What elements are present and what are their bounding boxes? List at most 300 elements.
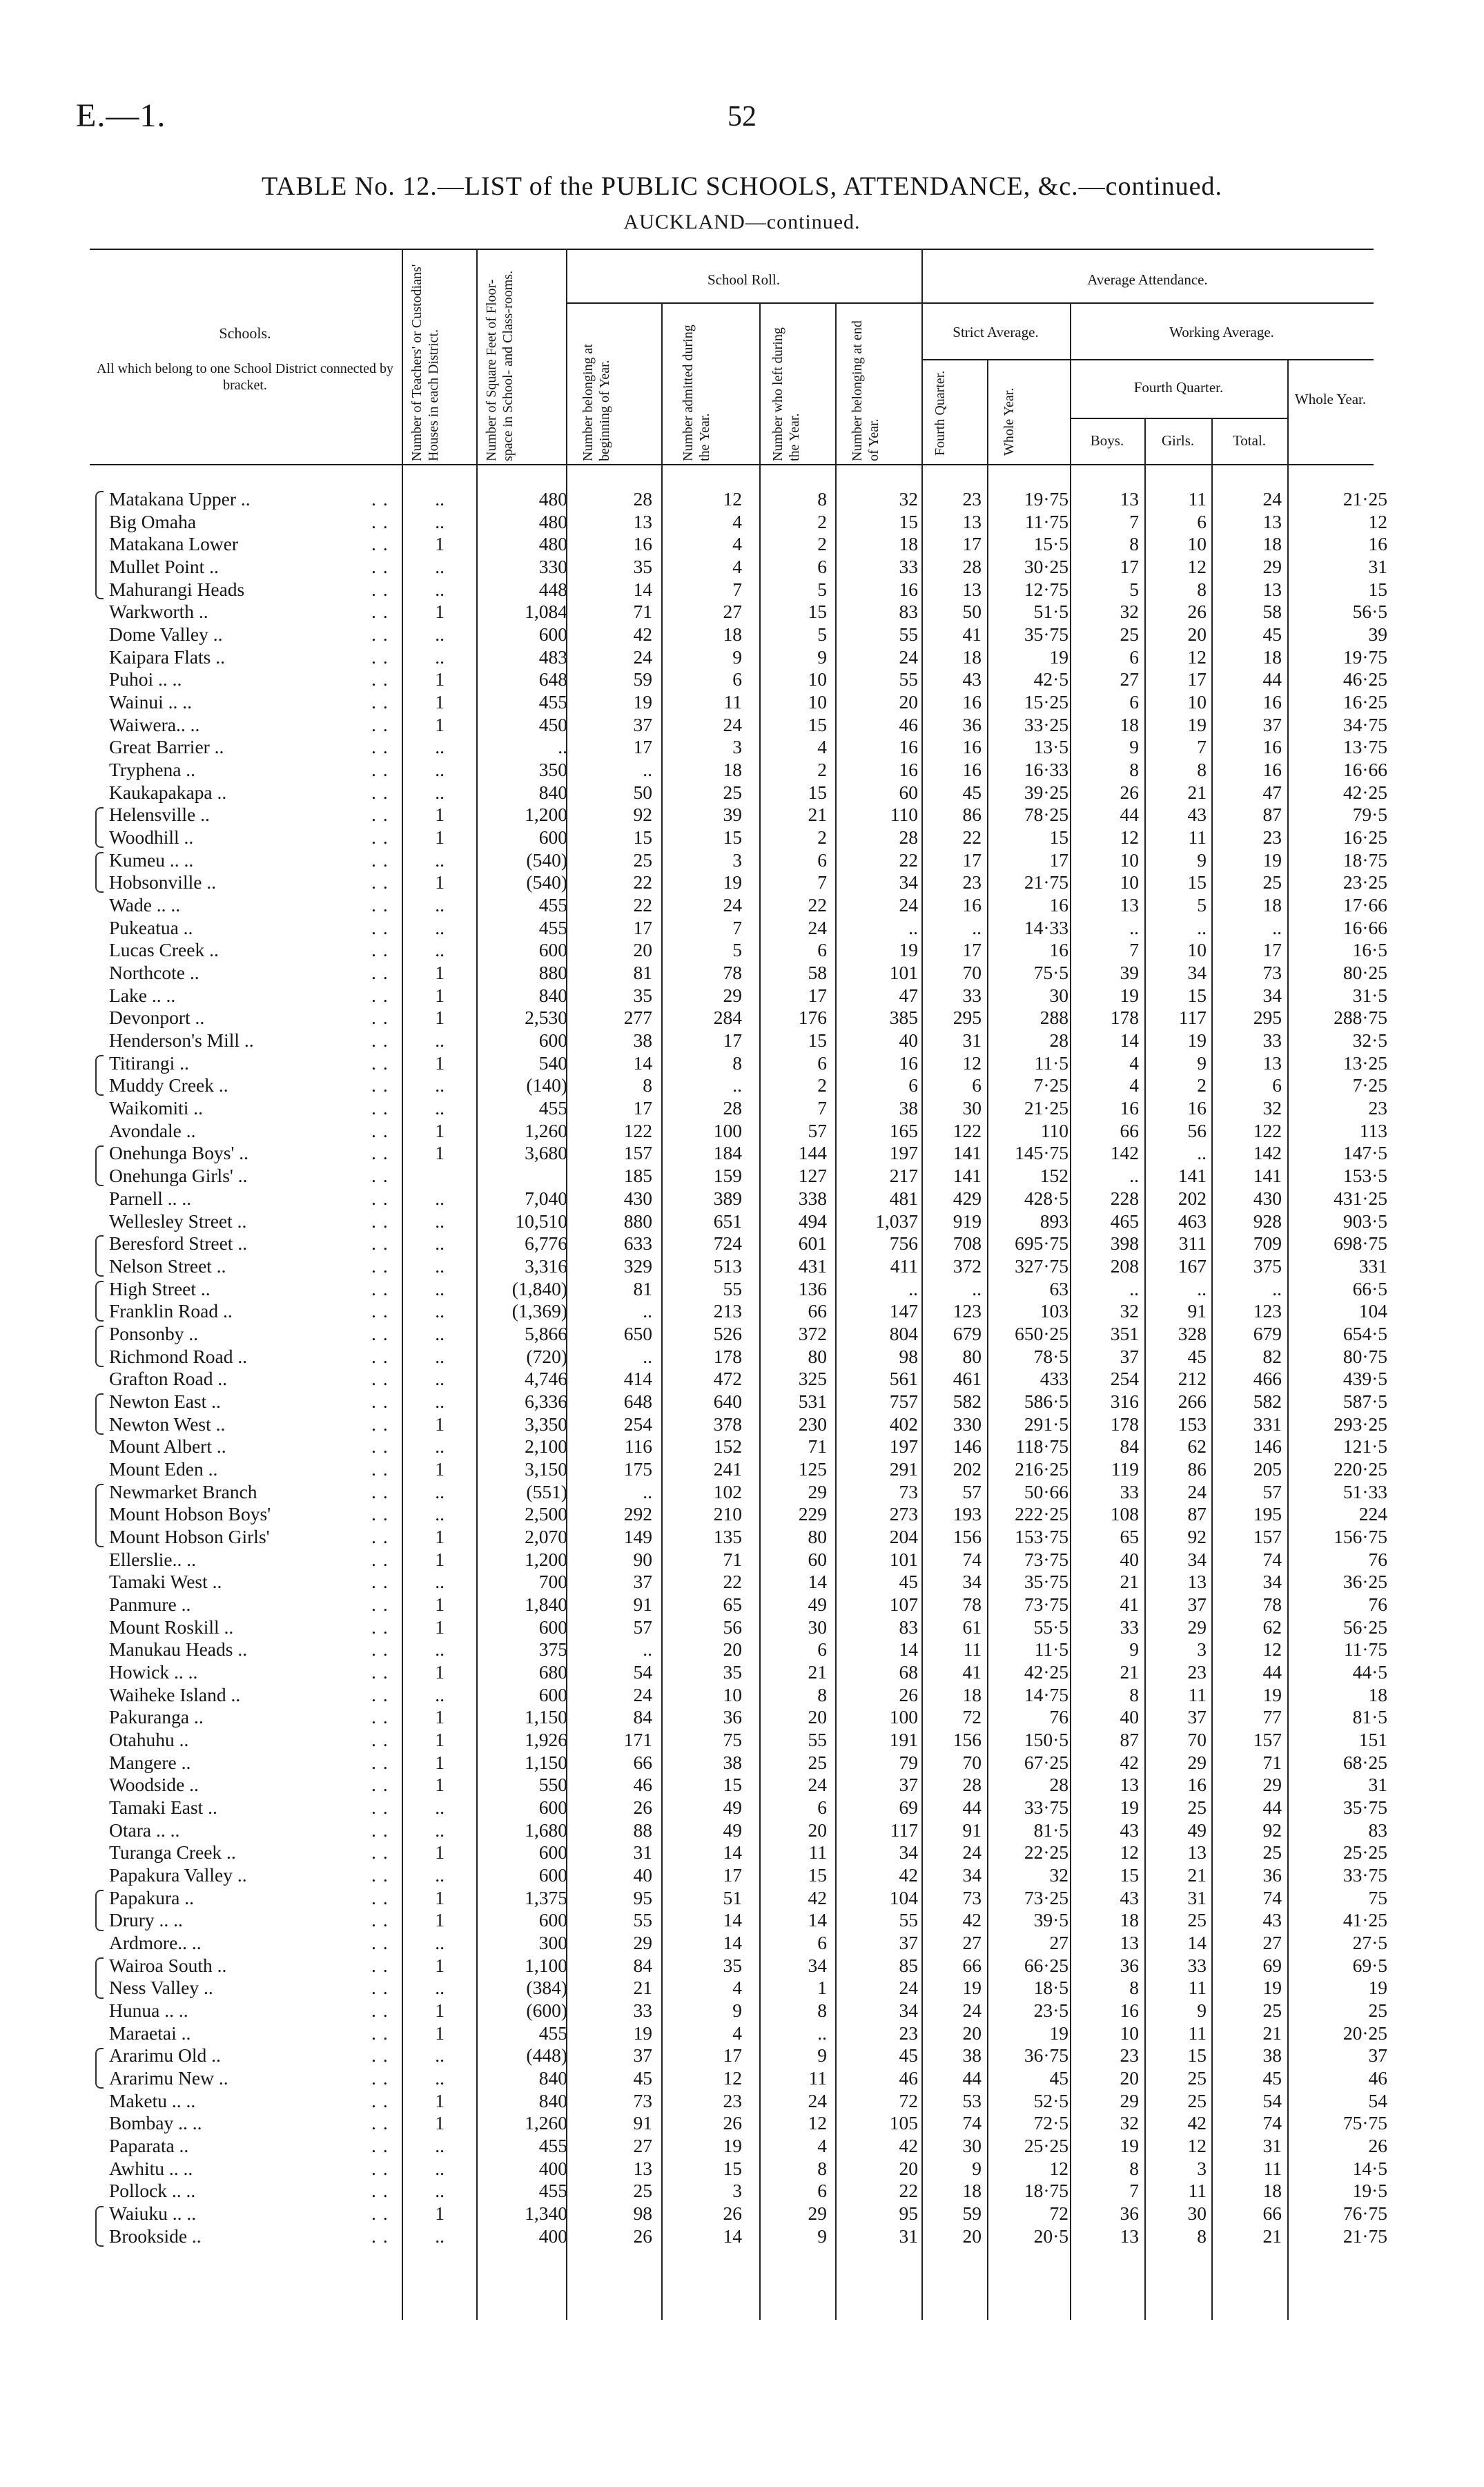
roll-begin-cell: 88 [633, 1819, 652, 1841]
houses-cell: 1 [435, 1525, 445, 1547]
strict-year-cell: 7·25 [1033, 1074, 1068, 1096]
floor-space-cell: (384) [526, 1977, 567, 1999]
strict-q4-cell: 193 [953, 1503, 982, 1525]
girls-cell: 8 [1197, 578, 1207, 600]
floor-space-cell: 10,510 [515, 1210, 567, 1232]
strict-year-cell: 42·5 [1033, 668, 1068, 690]
strict-q4-cell: 295 [953, 1007, 982, 1029]
houses-cell: 1 [435, 1616, 445, 1638]
floor-space-cell: 483 [538, 646, 567, 668]
table-row [90, 826, 1394, 849]
roll-admitted-cell: 8 [732, 1052, 742, 1074]
girls-cell: 8 [1197, 759, 1207, 781]
roll-admitted-cell: 27 [723, 601, 742, 623]
roll-begin-cell: 31 [633, 1841, 652, 1864]
roll-left-cell: 127 [798, 1165, 827, 1187]
table-row [90, 556, 1394, 579]
girls-cell: 14 [1187, 1932, 1207, 1953]
boys-cell: 228 [1110, 1187, 1139, 1209]
strict-q4-cell: 18 [962, 1683, 982, 1705]
school-name-cell: Kaukapakapa .. [109, 781, 227, 803]
houses-cell: .. [435, 578, 445, 600]
boys-cell: 33 [1120, 1616, 1139, 1638]
table-row [90, 1752, 1394, 1774]
strict-year-cell: 893 [1039, 1210, 1068, 1232]
roll-admitted-cell: 241 [713, 1458, 742, 1480]
roll-begin-cell: 185 [623, 1165, 652, 1187]
strict-q4-cell: 919 [953, 1210, 982, 1232]
district-bracket [95, 1235, 104, 1276]
whole-year-cell: 80·75 [1343, 1345, 1387, 1367]
girls-cell: 11 [1188, 1977, 1207, 1999]
roll-begin-cell: 648 [623, 1390, 652, 1412]
whole-year-cell: 7·25 [1352, 1074, 1387, 1096]
floor-space-cell: 2,070 [525, 1525, 567, 1547]
roll-admitted-cell: 10 [723, 1683, 742, 1705]
school-name-cell: Hobsonville .. [109, 871, 217, 893]
roll-end-cell: 18 [899, 533, 918, 555]
roll-admitted-cell: 9 [732, 646, 742, 668]
strict-q4-cell: 24 [962, 2000, 982, 2022]
houses-cell: 1 [435, 533, 445, 555]
school-name-cell: Papakura Valley .. [109, 1864, 247, 1886]
roll-left-cell: 2 [817, 826, 827, 849]
whole-year-cell: 156·75 [1334, 1525, 1387, 1547]
table-row [90, 488, 1394, 511]
total-cell: 24 [1262, 488, 1282, 510]
strict-q4-cell: 72 [962, 1706, 982, 1728]
roll-left-cell: 9 [817, 2044, 827, 2067]
roll-begin-cell: 25 [633, 849, 652, 871]
total-cell: 928 [1253, 1210, 1282, 1232]
total-cell: 29 [1262, 556, 1282, 578]
floor-space-cell: 400 [538, 2225, 567, 2247]
boys-cell: 108 [1110, 1503, 1139, 1525]
table-row [90, 691, 1394, 714]
school-roll-rule [566, 302, 921, 304]
leader-dots: .. [371, 1322, 395, 1344]
school-name-cell: Wairoa South .. [109, 1954, 227, 1976]
table-row [90, 1571, 1394, 1594]
table-row [90, 2044, 1394, 2067]
houses-cell: .. [435, 556, 445, 578]
strict-year-cell: 18·75 [1024, 2180, 1068, 2202]
strict-q4-cell: 80 [962, 1345, 982, 1367]
floor-space-cell: 840 [538, 2089, 567, 2111]
strict-q4-cell: 53 [962, 2089, 982, 2111]
roll-admitted-cell: 35 [723, 1954, 742, 1976]
leader-dots: .. [371, 646, 395, 668]
boys-cell: 13 [1120, 488, 1139, 510]
boys-cell: .. [1129, 916, 1139, 938]
roll-end-cell: 104 [889, 1886, 918, 1908]
whole-year-cell: 35·75 [1343, 1796, 1387, 1818]
school-name-cell: Helensville .. [109, 804, 210, 826]
school-name-cell: Pakuranga .. [109, 1706, 204, 1728]
whole-year-cell: 16·66 [1343, 916, 1387, 938]
table-row [90, 804, 1394, 826]
girls-cell: 16 [1187, 1774, 1207, 1796]
roll-begin-cell: 84 [633, 1706, 652, 1728]
roll-admitted-cell: 36 [723, 1706, 742, 1728]
table-row [90, 1684, 1394, 1707]
roll-admitted-cell: 3 [732, 849, 742, 871]
floor-space-cell: 300 [538, 1932, 567, 1953]
roll-admitted-cell: 159 [713, 1165, 742, 1187]
boys-cell: 27 [1120, 668, 1139, 690]
roll-end-cell: 34 [899, 2000, 918, 2022]
leader-dots: .. [371, 2203, 395, 2225]
table-row [90, 1413, 1394, 1436]
whole-year-cell: 46·25 [1343, 668, 1387, 690]
girls-cell: 20 [1187, 623, 1207, 646]
roll-left-cell: 4 [817, 736, 827, 758]
strict-year-cell: 327·75 [1015, 1255, 1068, 1277]
girls-cell: 13 [1187, 1571, 1207, 1593]
district-bracket [95, 1281, 104, 1322]
total-cell: 92 [1262, 1819, 1282, 1841]
houses-cell: 1 [435, 1052, 445, 1074]
roll-admitted-cell: 12 [723, 2067, 742, 2089]
houses-cell: 1 [435, 2089, 445, 2111]
total-cell: 25 [1262, 871, 1282, 893]
total-cell: 32 [1262, 1097, 1282, 1119]
leader-dots: .. [371, 2180, 395, 2202]
whole-year-cell: 19·5 [1352, 2180, 1387, 2202]
roll-left-cell: 25 [808, 1751, 827, 1773]
girls-cell: 12 [1187, 556, 1207, 578]
roll-end-cell: .. [908, 1277, 918, 1299]
total-cell: 195 [1253, 1503, 1282, 1525]
roll-begin-cell: 91 [633, 1593, 652, 1615]
houses-cell: 1 [435, 1751, 445, 1773]
roll-end-cell: 34 [899, 1841, 918, 1864]
girls-cell: 29 [1187, 1751, 1207, 1773]
strict-q4-cell: 30 [962, 1097, 982, 1119]
houses-cell: .. [435, 1210, 445, 1232]
strict-q4-cell: 66 [962, 1954, 982, 1976]
floor-space-cell: 455 [538, 1097, 567, 1119]
school-name-cell: Lucas Creek .. [109, 939, 219, 961]
whole-year-cell: 654·5 [1343, 1322, 1387, 1344]
roll-end-cell: 16 [899, 759, 918, 781]
roll-begin-cell: 46 [633, 1774, 652, 1796]
strict-year-cell: 72 [1049, 2203, 1068, 2225]
boys-heading: Boys. [1090, 432, 1124, 449]
girls-cell: 91 [1187, 1300, 1207, 1322]
roll-end-cell: 42 [899, 2135, 918, 2157]
floor-space-cell: 400 [538, 2157, 567, 2179]
school-name-cell: Warkworth .. [109, 601, 208, 623]
girls-cell: 19 [1187, 713, 1207, 735]
table-row [90, 1435, 1394, 1458]
girls-cell: 17 [1187, 668, 1207, 690]
floor-space-cell: 600 [538, 1029, 567, 1052]
floor-space-cell: (140) [526, 1074, 567, 1096]
strict-q4-cell: 28 [962, 556, 982, 578]
roll-end-cell: 273 [889, 1503, 918, 1525]
total-cell: 62 [1262, 1616, 1282, 1638]
floor-space-cell: 2,500 [525, 1503, 567, 1525]
roll-left-cell: 136 [798, 1277, 827, 1299]
houses-cell: 1 [435, 2000, 445, 2022]
whole-year-cell: 224 [1358, 1503, 1387, 1525]
roll-end-cell: 40 [899, 1029, 918, 1052]
school-name-cell: Grafton Road .. [109, 1368, 228, 1390]
girls-cell: .. [1197, 916, 1207, 938]
school-name-cell: Puhoi .. .. [109, 668, 182, 690]
roll-left-cell: 60 [808, 1548, 827, 1570]
table-row [90, 1255, 1394, 1278]
roll-admitted-cell: 28 [723, 1097, 742, 1119]
strict-q4-cell: 78 [962, 1593, 982, 1615]
roll-begin-cell: 57 [633, 1616, 652, 1638]
boys-cell: 25 [1120, 623, 1139, 646]
strict-year-cell: 36·75 [1024, 2044, 1068, 2067]
boys-cell: 40 [1120, 1548, 1139, 1570]
boys-cell: 29 [1120, 2089, 1139, 2111]
school-name-cell: Mount Hobson Boys' [109, 1503, 271, 1525]
total-cell: 77 [1262, 1706, 1282, 1728]
roll-left-cell: .. [817, 2022, 827, 2044]
whole-year-cell: 147·5 [1343, 1142, 1387, 1164]
table-row [90, 1232, 1394, 1255]
floor-space-cell: 600 [538, 1864, 567, 1886]
whole-year-cell: 76 [1368, 1548, 1387, 1570]
roll-admitted-cell: 17 [723, 1029, 742, 1052]
floor-space-cell: 1,084 [525, 601, 567, 623]
houses-cell: .. [435, 1864, 445, 1886]
roll-left-cell: 24 [808, 1774, 827, 1796]
total-cell: 18 [1262, 646, 1282, 668]
girls-cell: 11 [1188, 826, 1207, 849]
whole-year-cell: 18·75 [1343, 849, 1387, 871]
houses-cell: .. [435, 1819, 445, 1841]
strict-q4-cell: 36 [962, 713, 982, 735]
strict-q4-cell: 23 [962, 871, 982, 893]
total-cell: 57 [1262, 1480, 1282, 1502]
leader-dots: .. [371, 894, 395, 916]
leader-dots: .. [371, 962, 395, 984]
houses-cell: .. [435, 1932, 445, 1953]
floor-space-cell: 448 [538, 578, 567, 600]
roll-begin-cell: 71 [633, 601, 652, 623]
girls-heading: Girls. [1161, 432, 1195, 449]
whole-year-cell: 79·5 [1352, 804, 1387, 826]
strict-year-cell: 22·25 [1024, 1841, 1068, 1864]
roll-admitted-cell: 513 [713, 1255, 742, 1277]
leader-dots: .. [371, 1864, 395, 1886]
strict-year-cell: 222·25 [1015, 1503, 1068, 1525]
total-cell: 74 [1262, 1886, 1282, 1908]
roll-begin-cell: .. [643, 1345, 652, 1367]
strict-avg-heading: Strict Average. [953, 324, 1039, 340]
roll-left-cell: 5 [817, 578, 827, 600]
leader-dots: .. [371, 1255, 395, 1277]
total-cell: 21 [1262, 2022, 1282, 2044]
roll-begin-cell: .. [643, 759, 652, 781]
girls-cell: 43 [1187, 804, 1207, 826]
strict-year-cell: 14·33 [1024, 916, 1068, 938]
strict-q4-cell: 19 [962, 1977, 982, 1999]
roll-end-cell: 481 [889, 1187, 918, 1209]
roll-begin-cell: 81 [633, 1277, 652, 1299]
table-row [90, 511, 1394, 534]
roll-left-cell: 30 [808, 1616, 827, 1638]
leader-dots: .. [371, 2135, 395, 2157]
roll-admitted-cell: 100 [713, 1119, 742, 1141]
table-row [90, 1526, 1394, 1549]
leader-dots: .. [371, 668, 395, 690]
roll-end-cell: 73 [899, 1480, 918, 1502]
strict-year-heading: Whole Year. [1002, 387, 1017, 456]
girls-cell: 212 [1178, 1368, 1207, 1390]
floor-space-cell: 3,350 [525, 1413, 567, 1435]
school-name-cell: Devonport .. [109, 1007, 205, 1029]
strict-q4-cell: 202 [953, 1458, 982, 1480]
whole-year-cell: 16 [1368, 533, 1387, 555]
table-row [90, 1346, 1394, 1368]
roll-admitted-cell: 9 [732, 2000, 742, 2022]
whole-year-cell: 151 [1358, 1728, 1387, 1750]
houses-cell: .. [435, 1322, 445, 1344]
roll-begin-cell: 90 [633, 1548, 652, 1570]
school-name-cell: Mount Albert .. [109, 1435, 226, 1458]
boys-cell: 254 [1110, 1368, 1139, 1390]
leader-dots: .. [371, 1277, 395, 1299]
boys-cell: 84 [1120, 1435, 1139, 1458]
houses-cell: .. [435, 623, 445, 646]
floor-space-cell: 455 [538, 916, 567, 938]
roll-admitted-cell: 15 [723, 826, 742, 849]
floor-space-cell: 5,866 [525, 1322, 567, 1344]
roll-left-cell: 8 [817, 2000, 827, 2022]
roll-end-cell: 85 [899, 1954, 918, 1976]
roll-left-cell: 80 [808, 1345, 827, 1367]
schools-table [90, 488, 1394, 2247]
school-name-cell: Ness Valley .. [109, 1977, 213, 1999]
whole-year-cell: 13·25 [1343, 1052, 1387, 1074]
leader-dots: .. [371, 1142, 395, 1164]
roll-left-cell: 601 [798, 1232, 827, 1255]
teachers-houses-heading: Number of Teachers' or Custodians' Houses in each District. [409, 264, 441, 461]
leader-dots: .. [371, 1480, 395, 1502]
boys-cell: 6 [1129, 646, 1139, 668]
strict-q4-cell: 70 [962, 962, 982, 984]
boys-cell: 8 [1129, 1683, 1139, 1705]
leader-dots: .. [371, 1300, 395, 1322]
strict-q4-cell: 123 [953, 1300, 982, 1322]
roll-begin-cell: 19 [633, 2022, 652, 2044]
roll-begin-cell: 21 [633, 1977, 652, 1999]
leader-dots: .. [371, 1751, 395, 1773]
houses-cell: 1 [435, 1661, 445, 1683]
floor-space-cell: 700 [538, 1571, 567, 1593]
total-cell: 16 [1262, 759, 1282, 781]
floor-space-cell: 455 [538, 2022, 567, 2044]
boys-cell: 17 [1120, 556, 1139, 578]
strict-year-cell: 216·25 [1015, 1458, 1068, 1480]
roll-end-cell: 60 [899, 781, 918, 803]
roll-admitted-cell: 56 [723, 1616, 742, 1638]
strict-year-cell: 23·5 [1033, 2000, 1068, 2022]
roll-left-cell: 15 [808, 601, 827, 623]
total-cell: 13 [1262, 1052, 1282, 1074]
roll-begin-cell: 24 [633, 646, 652, 668]
roll-begin-cell: .. [643, 1300, 652, 1322]
roll-begin-cell: 92 [633, 804, 652, 826]
district-bracket [95, 491, 104, 599]
strict-q4-cell: 156 [953, 1728, 982, 1750]
avg-sub-rule [921, 359, 1374, 360]
girls-cell: 117 [1178, 1007, 1207, 1029]
strict-q4-cell: 22 [962, 826, 982, 849]
school-name-cell: Ardmore.. .. [109, 1932, 202, 1953]
houses-cell: .. [435, 1683, 445, 1705]
strict-q4-cell: 372 [953, 1255, 982, 1277]
roll-end-cell: 204 [889, 1525, 918, 1547]
roll-admitted-cell: 389 [713, 1187, 742, 1209]
roll-admitted-cell: 78 [723, 962, 742, 984]
roll-left-cell: 431 [798, 1255, 827, 1277]
total-cell: 33 [1262, 1029, 1282, 1052]
leader-dots: .. [371, 691, 395, 713]
boys-cell: 119 [1111, 1458, 1139, 1480]
strict-year-cell: 78·5 [1033, 1345, 1068, 1367]
whole-year-cell: 431·25 [1334, 1187, 1387, 1209]
leader-dots: .. [371, 1165, 395, 1187]
roll-admitted-cell: 20 [723, 1638, 742, 1661]
strict-year-cell: 75·5 [1033, 962, 1068, 984]
roll-end-cell: 19 [899, 939, 918, 961]
table-row [90, 2203, 1394, 2225]
roll-left-cell: 11 [808, 2067, 827, 2089]
total-cell: 58 [1262, 601, 1282, 623]
strict-q4-cell: 9 [972, 2157, 982, 2179]
total-cell: 466 [1253, 1368, 1282, 1390]
leader-dots: .. [371, 1954, 395, 1976]
roll-end-cell: 68 [899, 1661, 918, 1683]
whole-year-cell: 76 [1368, 1593, 1387, 1615]
whole-year-cell: 44·5 [1352, 1661, 1387, 1683]
roll-end-cell: 105 [889, 2112, 918, 2134]
school-name-cell: Pollock .. .. [109, 2180, 196, 2202]
floor-space-cell: 480 [538, 533, 567, 555]
boys-cell: 23 [1120, 2044, 1139, 2067]
girls-cell: 141 [1178, 1165, 1207, 1187]
roll-end-cell: 147 [889, 1300, 918, 1322]
table-row [90, 1391, 1394, 1413]
roll-end-cell: 34 [899, 871, 918, 893]
girls-cell: 25 [1187, 2067, 1207, 2089]
houses-cell: 1 [435, 668, 445, 690]
strict-year-cell: 19 [1049, 2022, 1068, 2044]
total-cell: 74 [1262, 1548, 1282, 1570]
total-cell: 66 [1262, 2203, 1282, 2225]
houses-cell: .. [435, 488, 445, 510]
table-row [90, 985, 1394, 1007]
roll-admitted-cell: 284 [713, 1007, 742, 1029]
whole-year-cell: 121·5 [1343, 1435, 1387, 1458]
page-number: 52 [728, 101, 756, 133]
boys-cell: 16 [1120, 2000, 1139, 2022]
strict-year-cell: 81·5 [1033, 1819, 1068, 1841]
total-cell: 142 [1253, 1142, 1282, 1164]
table-row [90, 668, 1394, 691]
strict-q4-cell: 708 [953, 1232, 982, 1255]
leader-dots: .. [371, 601, 395, 623]
roll-left-cell: 15 [808, 713, 827, 735]
